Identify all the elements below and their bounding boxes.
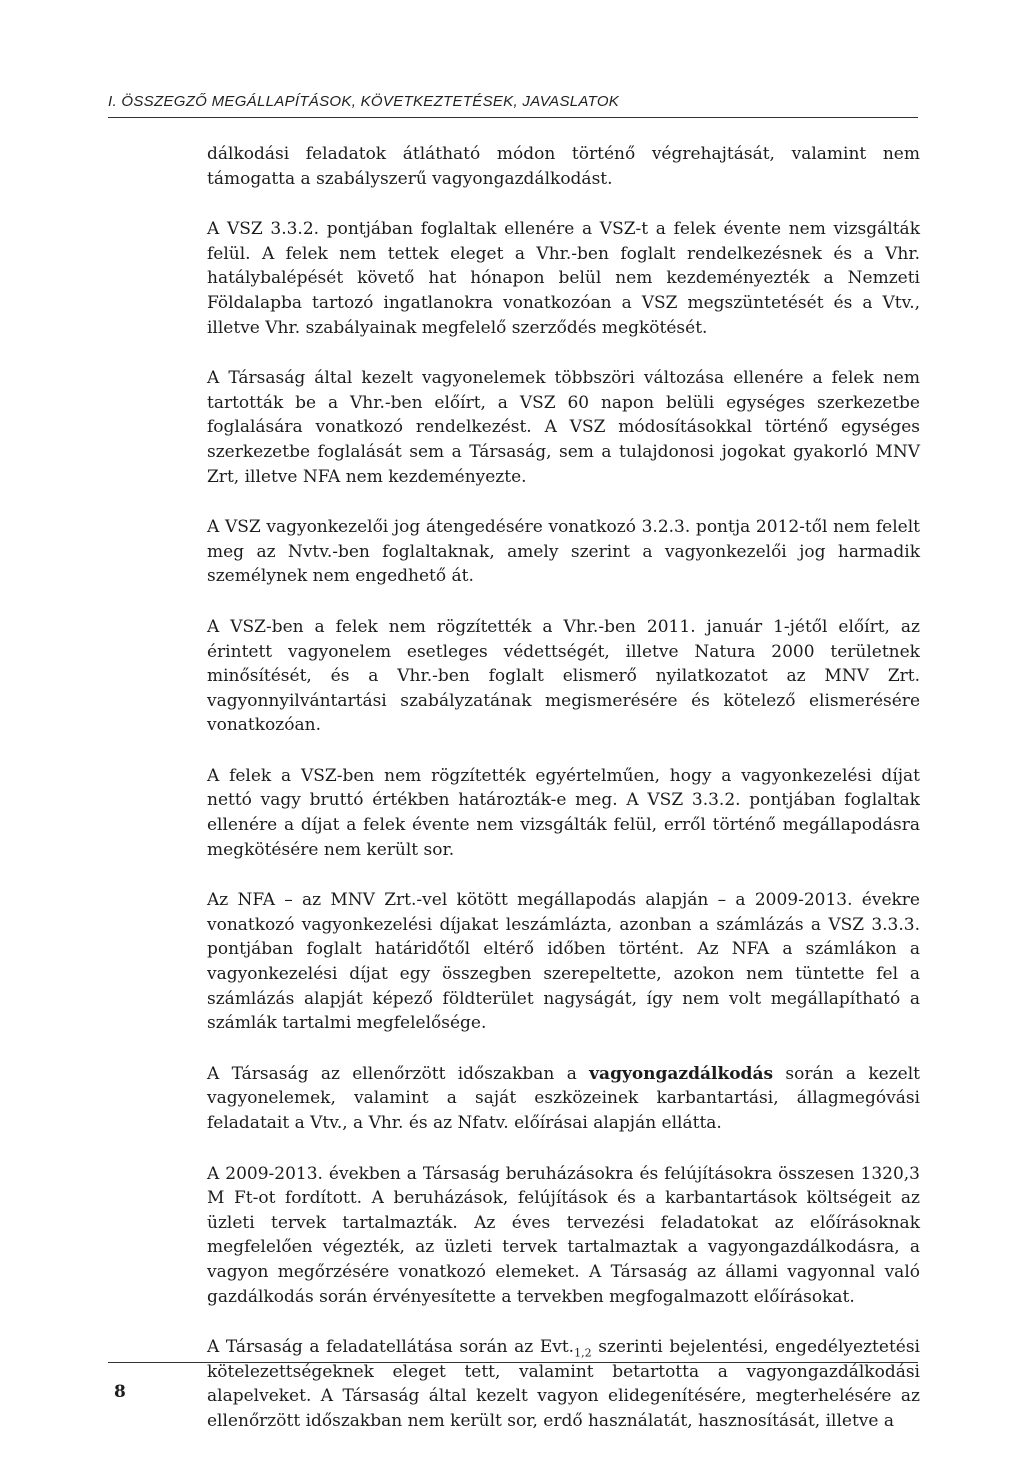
footer-rule <box>108 1362 918 1363</box>
subscript: 1,2 <box>574 1346 592 1360</box>
header-rule <box>108 117 918 118</box>
paragraph <box>207 1062 920 1136</box>
paragraph: A VSZ vagyonkezelői jog átengedésére vonatkozó 3.2.3. pontja 2012-től nem felelt meg az Nvtv.-ben foglaltaknak, amely szerint a vagyonkezelői jog harmadik személynek nem engedhető át. <box>207 517 920 587</box>
body-text <box>207 142 920 1460</box>
paragraph: dálkodási feladatok átlátható módon történő végrehajtását, valamint nem támogatta a szabályszerű vagyongazdálkodást. <box>207 144 920 189</box>
paragraph-text: szerinti bejelentési, engedélyeztetési kötelezettségeknek eleget tett, valamint betartotta a vagyongazdálkodási alapelveket. A Társaság által kezelt vagyon elidegenítésére, megterhelésére az ellenőrzött időszakban nem került sor, erdő használatát, hasznosítását, illetve a <box>207 1337 920 1431</box>
running-header: I. ÖSSZEGZŐ MEGÁLLAPÍTÁSOK, KÖVETKEZTETÉSEK, JAVASLATOK <box>108 93 620 110</box>
paragraph: A felek a VSZ-ben nem rögzítették egyértelműen, hogy a vagyonkezelési díjat nettó vagy bruttó értékben határozták-e meg. A VSZ 3.3.2. pontjában foglaltak ellenére a díjat a felek évente nem vizsgálták felül, erről történő megállapodásra megkötésére nem került sor. <box>207 765 920 860</box>
paragraph-text: A Társaság a feladatellátása során az Evt. <box>207 1337 575 1358</box>
page-number: 8 <box>114 1382 126 1402</box>
paragraph-text: során a kezelt vagyonelemek, valamint a saját eszközeinek karbantartási, állagmegóvási feladatait a Vtv., a Vhr. és az Nfatv. előírásai alapján ellátta. <box>207 1063 920 1133</box>
paragraph: A VSZ-ben a felek nem rögzítették a Vhr.-ben 2011. január 1-jétől előírt, az érintett vagyonelem esetleges védettségét, illetve Natura 2000 területnek minősítését, és a Vhr.-ben foglalt elismerő nyilatkozatot az MNV Zrt. vagyonnyilvántartási szabályzatának megismerésére és kötelező elismerésére vonatkozóan. <box>207 616 920 736</box>
bold-term: vagyongazdálkodás <box>589 1063 774 1084</box>
paragraph-text: A Társaság az ellenőrzött időszakban a <box>207 1063 590 1084</box>
paragraph: Az NFA – az MNV Zrt.-vel kötött megállapodás alapján – a 2009-2013. évekre vonatkozó vagyonkezelési díjakat leszámlázta, azonban a számlázás a VSZ 3.3.3. pontjában foglalt határidőtől eltérő időben történt. Az NFA a számlákon a vagyonkezelési díjat egy összegben szerepeltette, azokon nem tüntette fel a számlázás alapját képező földterület nagyságát, így nem volt megállapítható a számlák tartalmi megfelelősége. <box>207 890 920 1034</box>
paragraph: A 2009-2013. években a Társaság beruházásokra és felújításokra összesen 1320,3 M Ft-ot fordított. A beruházások, felújítások és a karbantartások költségeit az üzleti tervek tartalmazták. Az éves tervezési feladatokat az előírásoknak megfelelően végezték, az üzleti tervek tartalmaztak a vagyongazdálkodásra, a vagyon megőrzésére vonatkozó elemeket. A Társaság az állami vagyonnal való gazdálkodás során érvényesítette a tervekben megfogalmazott előírásokat. <box>207 1163 920 1307</box>
paragraph: A VSZ 3.3.2. pontjában foglaltak ellenére a VSZ-t a felek évente nem vizsgálták felül. A felek nem tettek eleget a Vhr.-ben foglalt rendelkezésnek és a Vhr. hatálybalépését követő hat hónapon belül nem kezdeményezték a Nemzeti Földalapba tartozó ingatlanokra vonatkozóan a VSZ megszüntetését és a Vtv., illetve Vhr. szabályainak megfelelő szerződés megkötését. <box>207 219 920 338</box>
paragraph: A Társaság által kezelt vagyonelemek többszöri változása ellenére a felek nem tartották be a Vhr.-ben előírt, a VSZ 60 napon belüli egységes szerkezetbe foglalására vonatkozó rendelkezést. A VSZ módosításokkal történő egységes szerkezetbe foglalását sem a Társaság, sem a tulajdonosi jogokat gyakorló MNV Zrt, illetve NFA nem kezdeményezte. <box>207 368 920 487</box>
paragraph <box>207 1335 920 1433</box>
